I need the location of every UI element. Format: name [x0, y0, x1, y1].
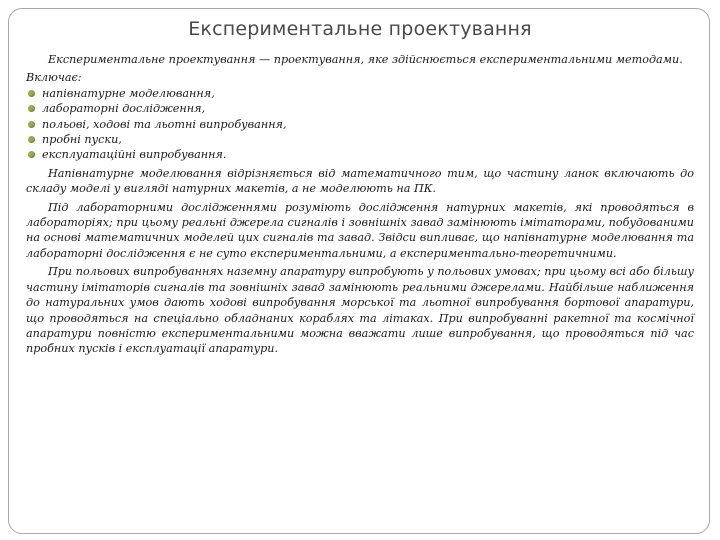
bullet-text: пробні пуски, [42, 133, 122, 147]
paragraph-field-tests: При польових випробуваннях наземну апаратуру випробують у польових умовах; при цьому всі або більшу частину імітаторів сигналів та зовнішніх завад замінюють реальними джерелами. Найбільше наближення до натуральних умов дають ходові випробування морської та льотної випробування бортової апаратури, що проводяться на спеціально обладнаних кораблях та літаках. При випробуванні ракетної та космічної апаратури повністю експериментальними можна вважати лише випробування, що проводяться під час пробних пусків і експлуатації апаратури. [26, 265, 694, 356]
bullet-text: напівнатурне моделювання, [42, 86, 215, 100]
list-item [26, 147, 694, 162]
bullet-text: лабораторні дослідження, [42, 102, 206, 116]
bullet-icon [28, 136, 35, 143]
list-item [26, 117, 694, 132]
bullet-icon [28, 105, 35, 112]
includes-label: Включає: [26, 71, 82, 85]
list-item [26, 132, 694, 147]
bullet-icon [28, 121, 35, 128]
slide-title: Експериментальне проектування [188, 18, 532, 40]
bullet-list [26, 86, 694, 163]
intro-paragraph: Експериментальне проектування — проектування, яке здійснюється експериментальними методами. [48, 53, 683, 66]
bullet-text: польові, ходові та льотні випробування, [42, 117, 287, 131]
bullet-icon [28, 151, 35, 158]
list-item [26, 86, 694, 101]
bullet-text: експлуатаційні випробування. [42, 148, 227, 162]
bullet-icon [28, 90, 35, 97]
paragraph-lab-research: Під лабораторними дослідженнями розуміють дослідження натурних макетів, які проводяться в лабораторіях; при цьому реальні джерела сигналів і зовнішніх завад замінюють імітаторами, побудованими на основі математичних моделей цих сигналів та завад. Звідси випливає, що напівнатурне моделювання та лабораторні дослідження є не суто експериментальними, а експериментально-теоретичними. [26, 200, 694, 260]
paragraph-seminatural-modeling: Напівнатурне моделювання відрізняється від математичного тим, що частину ланок включають до складу моделі у вигляді натурних макетів, а не моделюють на ПК. [26, 166, 694, 196]
slide-content [26, 52, 694, 360]
list-item [26, 101, 694, 116]
